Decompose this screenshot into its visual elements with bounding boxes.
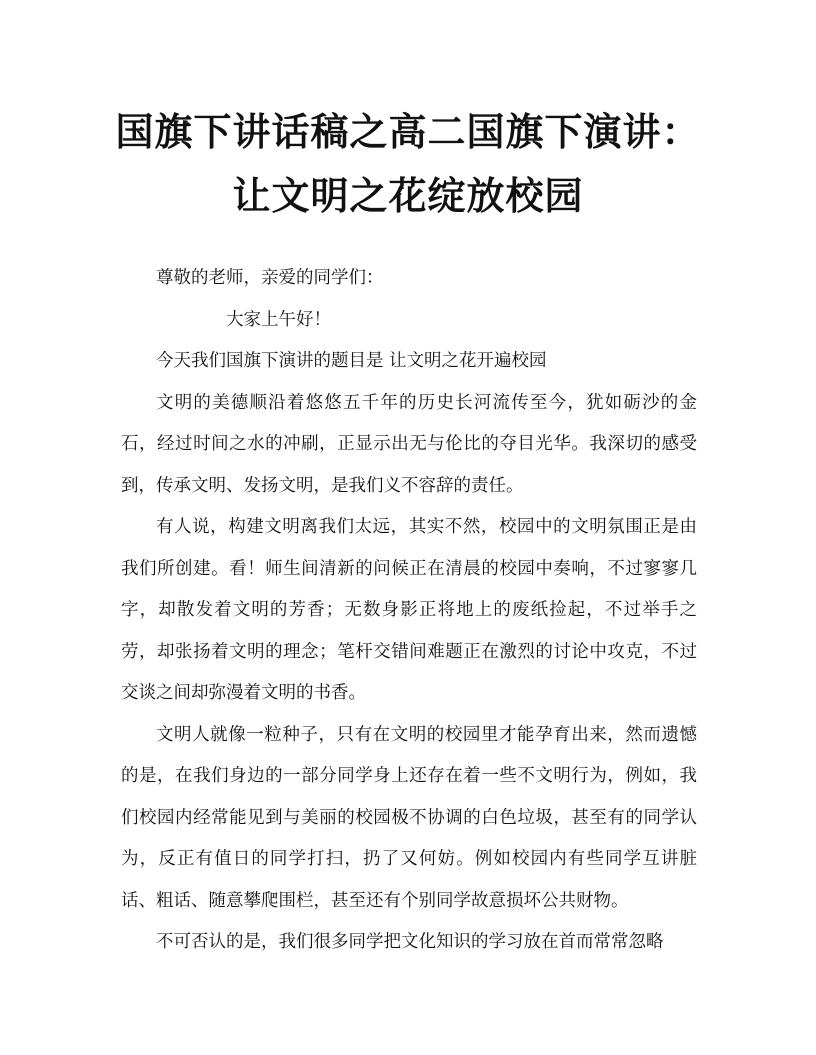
- salutation-paragraph: 尊敬的老师，亲爱的同学们：: [156, 268, 384, 288]
- body-paragraph-3: 文明人就像一粒种子，只有在文明的校园里才能孕育出来，然而遗憾的是，在我们身边的一部分同学身上还存在着一些不文明行为，例如，我们校园内经常能见到与美丽的校园极不协调的白色垃圾，甚至有的同学认为，反正有值日的同学打扫，扔了又何妨。例如校园内有些同学互讲脏话、粗话、随意攀爬围栏，甚至还有个别同学故意损坏公共财物。: [121, 724, 697, 911]
- body-paragraph-2: 有人说，构建文明离我们太远，其实不然，校园中的文明氛围正是由我们所创建。看！师生间清新的问候正在清晨的校园中奏响，不过寥寥几字，却散发着文明的芳香；无数身影正将地上的废纸捡起，不过举手之劳，却张扬着文明的理念；笔杆交错间难题正在激烈的讨论中攻克，不过交谈之间却弥漫着文明的书香。: [121, 517, 697, 703]
- document-body: [121, 258, 697, 964]
- document-title: 国旗下讲话稿之高二国旗下演讲：让文明之花绽放校园: [115, 109, 701, 218]
- body-paragraph-4: 不可否认的是，我们很多同学把文化知识的学习放在首而常常忽略: [156, 932, 664, 952]
- body-paragraph-1: 文明的美德顺沿着悠悠五千年的历史长河流传至今，犹如砺沙的金石，经过时间之水的冲刷，正显示出无与伦比的夺目光华。我深切的感受到，传承文明、发扬文明，是我们义不容辞的责任。: [121, 392, 697, 496]
- topic-paragraph: 今天我们国旗下演讲的题目是 让文明之花开遍校园: [156, 351, 547, 371]
- greeting-paragraph: 大家上午好！: [226, 309, 331, 330]
